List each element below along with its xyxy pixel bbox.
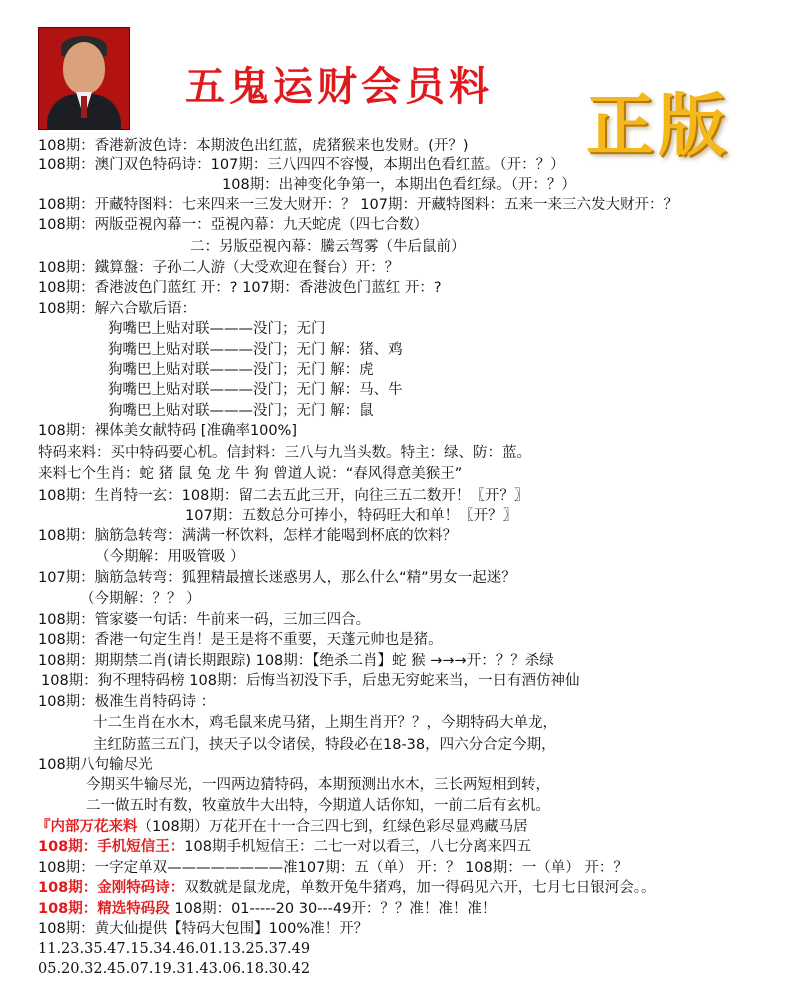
text-line: 108期：管家婆一句话：牛前来一码，三加三四合。 (38, 612, 371, 628)
highlight-line (38, 837, 531, 857)
highlight-line (38, 878, 656, 898)
text-line: 108期：鐵算盤：子孙二人游（大受欢迎在餐台）开：？ (38, 260, 400, 276)
authentic-stamp: 正版 (586, 87, 731, 166)
text-line: 主红防蓝三五门，挟天子以令诸侯，特段必在18-38，四六分合定今期， (93, 737, 556, 753)
text-line: 107期：五数总分可捧小，特码旺大和单！〖开？〗 (185, 508, 518, 524)
highlight-line (38, 919, 368, 939)
highlight-line (38, 858, 628, 878)
text-line: 108期八句输尽光 (38, 757, 153, 773)
highlight-text: 双数就是鼠龙虎，单数开兔牛猪鸡，加一得码见六开，七月七日银河会。。 (184, 880, 656, 896)
page-title: 五鬼运财会员料 (185, 64, 493, 110)
text-line: 108期：期期禁二肖(请长期跟踪) 108期：【绝杀二肖】蛇 猴 →→→开：？？杀绿 (38, 653, 554, 669)
highlight-text: 108期：黄大仙提供【特码大包围】100%准！开？ (38, 921, 369, 937)
highlight-label: 108期：金刚特码诗： (38, 880, 185, 896)
text-line: 二一做五时有数，牧童放牛大出特，今期道人话你知，一前二后有玄机。 (86, 798, 550, 814)
text-line: 107期：脑筋急转弯：狐狸精最擅长迷惑男人，那么什么“精”男女一起迷？ (38, 570, 516, 586)
highlight-label: 108期：精选特码段 (38, 901, 170, 917)
highlight-text: （108期）万花开在十一合三四七到，红绿色彩尽显鸡藏马居 (137, 819, 528, 835)
number-line-1: 11.23.35.47.15.34.46.01.13.25.37.49 (38, 941, 311, 957)
text-line: 108期：裸体美女献特码 [准确率100%] (38, 423, 298, 439)
portrait-photo (38, 27, 130, 130)
text-line: 特码来料：买中特码要心机。信封料：三八与九当头数。特主：绿、防：蓝。 (38, 445, 531, 461)
text-line: 来料七个生肖：蛇 猪 鼠 兔 龙 牛 狗 曾道人说：“春风得意美猴王” (38, 466, 463, 482)
text-line: 十二生肖在水木，鸡毛鼠来虎马猪，上期生肖开？？，今期特码大单龙， (93, 715, 557, 731)
highlight-label: 108期：手机短信王： (38, 839, 185, 855)
text-line: 108期：出神变化争第一，本期出色看红绿。（开：？） (222, 177, 576, 193)
number-line-2: 05.20.32.45.07.19.31.43.06.18.30.42 (38, 961, 311, 977)
text-line: 108期：脑筋急转弯：满满一杯饮料，怎样才能喝到杯底的饮料？ (38, 528, 458, 544)
text-line: 108期：极准生肖特码诗 ： (38, 694, 216, 710)
text-line: 今期买牛输尽光，一四两边猜特码，本期预测出水木，三长两短相到转， (86, 777, 550, 793)
text-line: 108期：生肖特一玄：108期：留二去五此三开，向往三五二数开！〖开？〗 (38, 488, 529, 504)
highlight-label: 『内部万花来料 (36, 819, 138, 835)
text-line: （今期解：？？ ） (80, 591, 201, 607)
highlight-text: 108期：一字定单双————————准107期：五（单） 开：？ 108期：一（单） 开：？ (38, 860, 628, 876)
text-line: 108期：开藏特图料：七来四来一三发大财开：？ 107期：开藏特图料：五来一来三六发大财开：？ (38, 197, 678, 213)
text-line: 狗嘴巴上贴对联———没门；无门 (108, 321, 326, 337)
text-line: 狗嘴巴上贴对联———没门；无门 解：马、牛 (108, 382, 403, 398)
highlight-text: 108期手机短信王：二七一对以看三，八七分离来四五 (184, 839, 531, 855)
text-line: 狗嘴巴上贴对联———没门；无门 解：猪、鸡 (108, 342, 403, 358)
highlight-text: 108期：01-----20 30---49开：？？准！准！准！ (169, 901, 497, 917)
text-line: 二：另版亞視內幕：騰云驾雾（牛后鼠前） (190, 239, 466, 255)
text-line: 狗嘴巴上贴对联———没门；无门 解：虎 (108, 362, 374, 378)
text-line: 108期：香港波色门蓝红 开：? 107期：香港波色门蓝红 开：? (38, 280, 442, 296)
highlight-line (36, 817, 528, 837)
text-line: 108期：解六合歇后语： (38, 301, 197, 317)
highlight-line (38, 899, 496, 919)
text-line: 108期：香港一句定生肖！是王是将不重要，天蓬元帅也是猪。 (38, 632, 443, 648)
text-line: 108期：香港新波色诗：本期波色出红蓝，虎猪猴来也发财。(开？) (38, 138, 469, 154)
text-line: 108期：狗不理特码榜 108期：后悔当初没下手，后患无穷蛇来当，一日有酒仿神仙 (41, 673, 580, 689)
text-line: 狗嘴巴上贴对联———没门；无门 解：鼠 (108, 403, 374, 419)
text-line: （今期解：用吸管吸 ） (95, 549, 245, 565)
text-line: 108期：澳门双色特码诗：107期：三八四四不容慢，本期出色看红蓝。（开：？） (38, 157, 565, 173)
text-line: 108期：两版亞視內幕一：亞視內幕：九天蛇虎（四七合数） (38, 217, 429, 233)
